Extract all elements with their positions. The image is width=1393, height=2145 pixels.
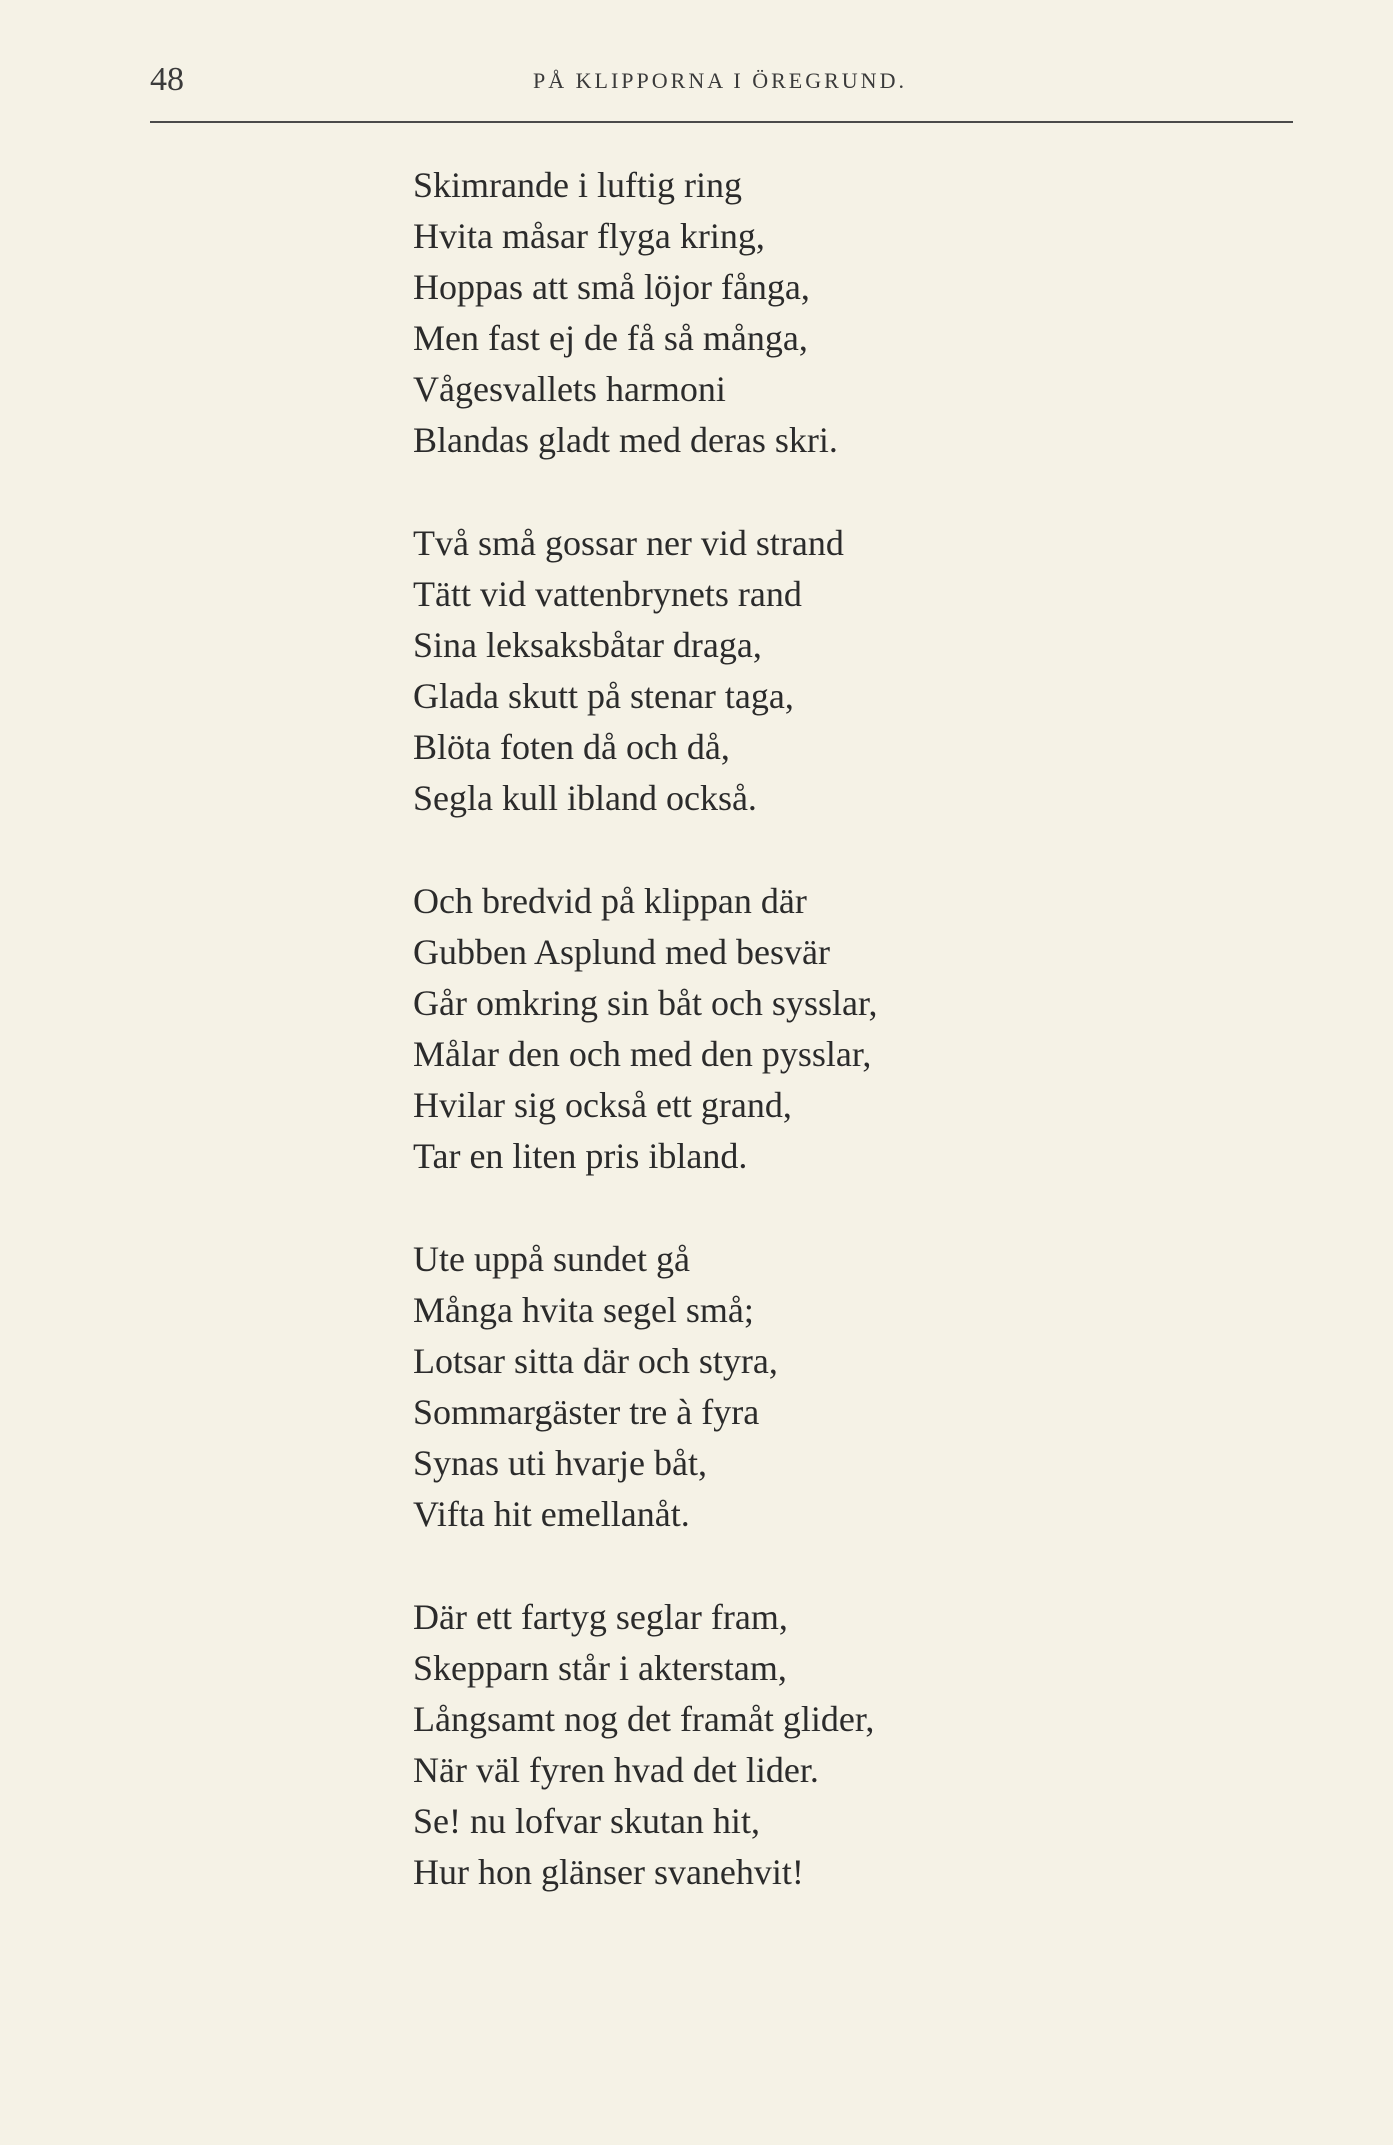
page-number: 48 [150,61,184,98]
poem [413,160,1293,1950]
poem-line: Men fast ej de få så många, [413,318,808,358]
poem-line: Synas uti hvarje båt, [413,1443,707,1483]
stanza-5 [413,1592,1293,1898]
poem-line: Skepparn står i akterstam, [413,1648,787,1688]
poem-line: Sina leksaksbåtar draga, [413,625,762,665]
poem-line: Tar en liten pris ibland. [413,1136,748,1176]
poem-line: Glada skutt på stenar taga, [413,676,794,716]
stanza-3 [413,876,1293,1182]
poem-line: Många hvita segel små; [413,1290,754,1330]
poem-line: Målar den och med den pysslar, [413,1034,872,1074]
page-header [150,58,1290,108]
poem-line: Segla kull ibland också. [413,778,757,818]
header-rule [150,121,1293,123]
poem-line: Tätt vid vattenbrynets rand [413,574,802,614]
poem-line: Blandas gladt med deras skri. [413,420,838,460]
poem-line: Gubben Asplund med besvär [413,932,830,972]
poem-line: Hvilar sig också ett grand, [413,1085,792,1125]
poem-line: Ute uppå sundet gå [413,1239,690,1279]
poem-line: Vifta hit emellanåt. [413,1494,690,1534]
poem-line: Se! nu lofvar skutan hit, [413,1801,760,1841]
poem-line: Går omkring sin båt och sysslar, [413,983,878,1023]
stanza-4 [413,1234,1293,1540]
poem-line: Hur hon glänser svanehvit! [413,1852,804,1892]
poem-line: Sommargäster tre à fyra [413,1392,760,1432]
poem-line: Blöta foten då och då, [413,727,730,767]
poem-line: Två små gossar ner vid strand [413,523,844,563]
poem-line: Och bredvid på klippan där [413,881,807,921]
poem-line: Hoppas att små löjor fånga, [413,267,810,307]
running-head: PÅ KLIPPORNA I ÖREGRUND. [533,68,907,93]
poem-line: Lotsar sitta där och styra, [413,1341,778,1381]
poem-line: Vågesvallets harmoni [413,369,726,409]
stanza-1 [413,160,1293,466]
stanza-2 [413,518,1293,824]
poem-line: Där ett fartyg seglar fram, [413,1597,788,1637]
poem-line: När väl fyren hvad det lider. [413,1750,819,1790]
poem-line: Hvita måsar flyga kring, [413,216,765,256]
poem-line: Långsamt nog det framåt glider, [413,1699,875,1739]
poem-line: Skimrande i luftig ring [413,165,742,205]
